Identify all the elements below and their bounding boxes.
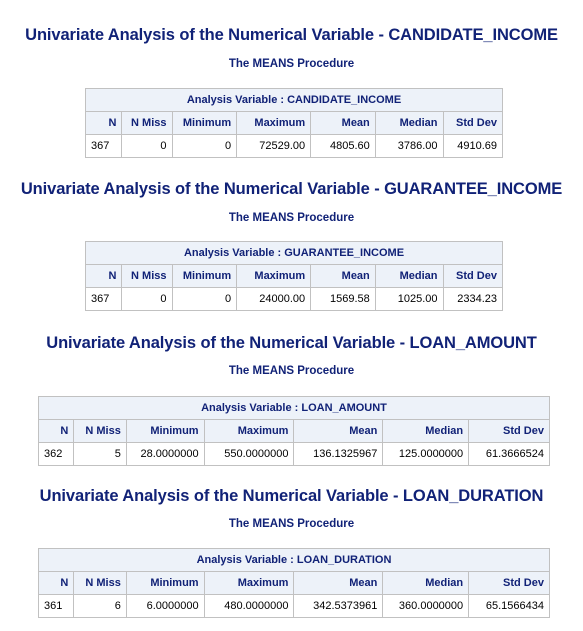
cell-maximum: 550.0000000 bbox=[204, 443, 294, 466]
cell-stddev: 4910.69 bbox=[443, 135, 502, 158]
table-row bbox=[39, 443, 550, 466]
column-header-minimum: Minimum bbox=[126, 420, 204, 443]
procedure-label: The MEANS Procedure bbox=[228, 58, 355, 70]
column-header-n: N bbox=[86, 112, 122, 135]
cell-maximum: 72529.00 bbox=[237, 135, 311, 158]
column-header-nmiss: N Miss bbox=[74, 572, 127, 595]
cell-median: 360.0000000 bbox=[383, 595, 469, 618]
cell-mean: 4805.60 bbox=[311, 135, 376, 158]
column-header-minimum: Minimum bbox=[126, 572, 204, 595]
column-header-minimum: Minimum bbox=[172, 265, 237, 288]
procedure-label: The MEANS Procedure bbox=[228, 365, 355, 377]
column-header-median: Median bbox=[375, 265, 443, 288]
table-row bbox=[86, 135, 503, 158]
cell-n: 361 bbox=[39, 595, 74, 618]
column-header-n: N bbox=[39, 420, 74, 443]
table-row bbox=[39, 595, 550, 618]
analysis-variable-caption: Analysis Variable : GUARANTEE_INCOME bbox=[86, 242, 503, 265]
procedure-label: The MEANS Procedure bbox=[228, 518, 355, 530]
column-header-n: N bbox=[39, 572, 74, 595]
cell-stddev: 65.1566434 bbox=[469, 595, 550, 618]
means-table bbox=[85, 88, 503, 158]
column-header-nmiss: N Miss bbox=[122, 265, 172, 288]
cell-minimum: 28.0000000 bbox=[126, 443, 204, 466]
cell-stddev: 61.3666524 bbox=[469, 443, 550, 466]
cell-nmiss: 0 bbox=[122, 135, 172, 158]
header-row bbox=[39, 420, 550, 443]
cell-minimum: 0 bbox=[172, 135, 237, 158]
column-header-nmiss: N Miss bbox=[74, 420, 127, 443]
column-header-maximum: Maximum bbox=[237, 265, 311, 288]
section-title: Univariate Analysis of the Numerical Variable - LOAN_AMOUNT bbox=[46, 334, 537, 352]
cell-median: 3786.00 bbox=[375, 135, 443, 158]
column-header-median: Median bbox=[383, 572, 469, 595]
cell-stddev: 2334.23 bbox=[443, 288, 502, 311]
cell-median: 125.0000000 bbox=[383, 443, 469, 466]
analysis-variable-caption: Analysis Variable : CANDIDATE_INCOME bbox=[86, 89, 503, 112]
column-header-n: N bbox=[86, 265, 122, 288]
cell-mean: 342.5373961 bbox=[294, 595, 383, 618]
section-title: Univariate Analysis of the Numerical Variable - LOAN_DURATION bbox=[39, 487, 544, 505]
analysis-variable-caption: Analysis Variable : LOAN_DURATION bbox=[39, 549, 550, 572]
means-table bbox=[85, 241, 503, 311]
cell-nmiss: 5 bbox=[74, 443, 127, 466]
column-header-stddev: Std Dev bbox=[469, 572, 550, 595]
header-row bbox=[86, 112, 503, 135]
column-header-stddev: Std Dev bbox=[469, 420, 550, 443]
procedure-label: The MEANS Procedure bbox=[228, 212, 355, 224]
column-header-nmiss: N Miss bbox=[122, 112, 172, 135]
column-header-maximum: Maximum bbox=[204, 420, 294, 443]
column-header-mean: Mean bbox=[294, 572, 383, 595]
column-header-mean: Mean bbox=[294, 420, 383, 443]
cell-minimum: 0 bbox=[172, 288, 237, 311]
cell-maximum: 480.0000000 bbox=[204, 595, 294, 618]
column-header-median: Median bbox=[383, 420, 469, 443]
cell-n: 367 bbox=[86, 288, 122, 311]
cell-nmiss: 0 bbox=[122, 288, 172, 311]
column-header-maximum: Maximum bbox=[204, 572, 294, 595]
cell-median: 1025.00 bbox=[375, 288, 443, 311]
header-row bbox=[86, 265, 503, 288]
section-title: Univariate Analysis of the Numerical Variable - GUARANTEE_INCOME bbox=[20, 180, 563, 198]
column-header-median: Median bbox=[375, 112, 443, 135]
table-row bbox=[86, 288, 503, 311]
means-table bbox=[38, 548, 550, 618]
cell-mean: 136.1325967 bbox=[294, 443, 383, 466]
section-title: Univariate Analysis of the Numerical Variable - CANDIDATE_INCOME bbox=[25, 26, 558, 44]
column-header-maximum: Maximum bbox=[237, 112, 311, 135]
cell-n: 362 bbox=[39, 443, 74, 466]
column-header-stddev: Std Dev bbox=[443, 265, 502, 288]
header-row bbox=[39, 572, 550, 595]
column-header-stddev: Std Dev bbox=[443, 112, 502, 135]
cell-maximum: 24000.00 bbox=[237, 288, 311, 311]
analysis-variable-caption: Analysis Variable : LOAN_AMOUNT bbox=[39, 397, 550, 420]
column-header-minimum: Minimum bbox=[172, 112, 237, 135]
column-header-mean: Mean bbox=[311, 112, 376, 135]
cell-mean: 1569.58 bbox=[311, 288, 376, 311]
means-table bbox=[38, 396, 550, 466]
cell-minimum: 6.0000000 bbox=[126, 595, 204, 618]
cell-nmiss: 6 bbox=[74, 595, 127, 618]
column-header-mean: Mean bbox=[311, 265, 376, 288]
cell-n: 367 bbox=[86, 135, 122, 158]
